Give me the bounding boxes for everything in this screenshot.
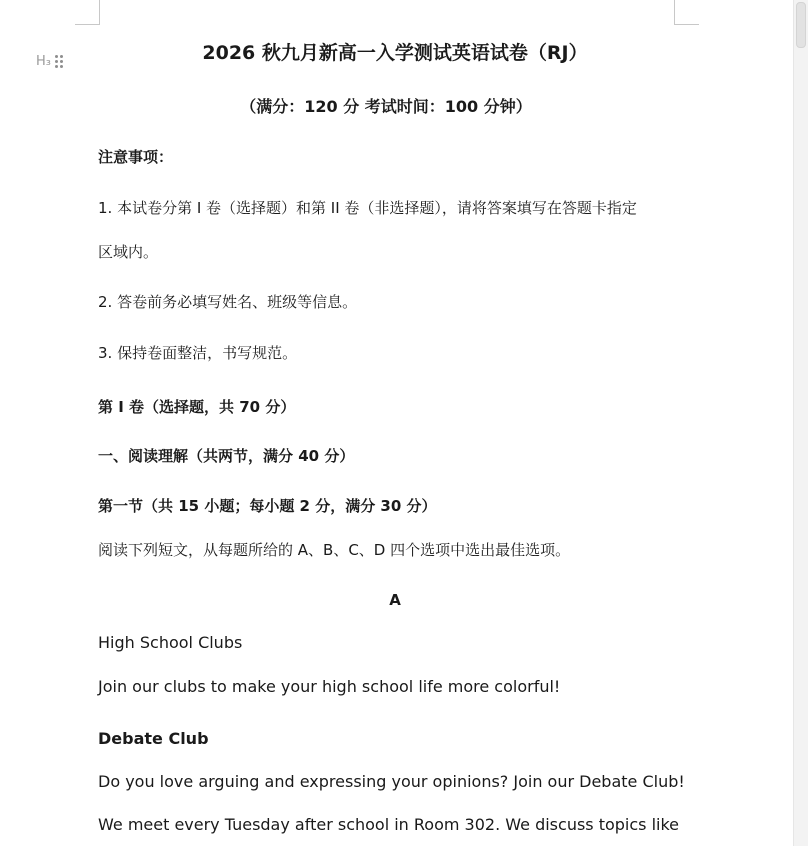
notice-line-4: 3. 保持卷面整洁，书写规范。	[98, 344, 298, 362]
part-one-heading: 第 I 卷（选择题，共 70 分）	[98, 398, 296, 416]
document-title: 2026 秋九月新高一入学测试英语试卷（RJ）	[202, 42, 588, 64]
crop-mark-top-left	[75, 0, 100, 25]
heading-level-label: H₃	[36, 54, 51, 69]
section-one-heading: 一、阅读理解（共两节，满分 40 分）	[98, 447, 355, 465]
reading-instruction: 阅读下列短文，从每题所给的 A、B、C、D 四个选项中选出最佳选项。	[98, 541, 571, 559]
notice-line-1: 1. 本试卷分第 I 卷（选择题）和第 II 卷（非选择题），请将答案填写在答题卡指定	[98, 199, 637, 217]
passage-line: Join our clubs to make your high school life more colorful!	[98, 677, 561, 696]
passage-title: High School Clubs	[98, 633, 243, 652]
crop-mark-top-right	[674, 0, 699, 25]
notice-heading: 注意事项：	[98, 148, 174, 166]
passage-line: We meet every Tuesday after school in Room 302. We discuss topics like	[98, 815, 680, 834]
passage-label: A	[389, 591, 401, 609]
scrollbar-thumb[interactable]	[796, 2, 806, 48]
notice-line-3: 2. 答卷前务必填写姓名、班级等信息。	[98, 293, 358, 311]
notice-line-2: 区域内。	[98, 243, 159, 261]
document-subtitle: （满分：120 分 考试时间：100 分钟）	[240, 97, 532, 116]
vertical-scrollbar[interactable]	[793, 0, 808, 846]
subsection-one-heading: 第一节（共 15 小题；每小题 2 分，满分 30 分）	[98, 497, 437, 515]
passage-line: Do you love arguing and expressing your opinions? Join our Debate Club!	[98, 772, 685, 791]
passage-club-heading: Debate Club	[98, 729, 209, 748]
